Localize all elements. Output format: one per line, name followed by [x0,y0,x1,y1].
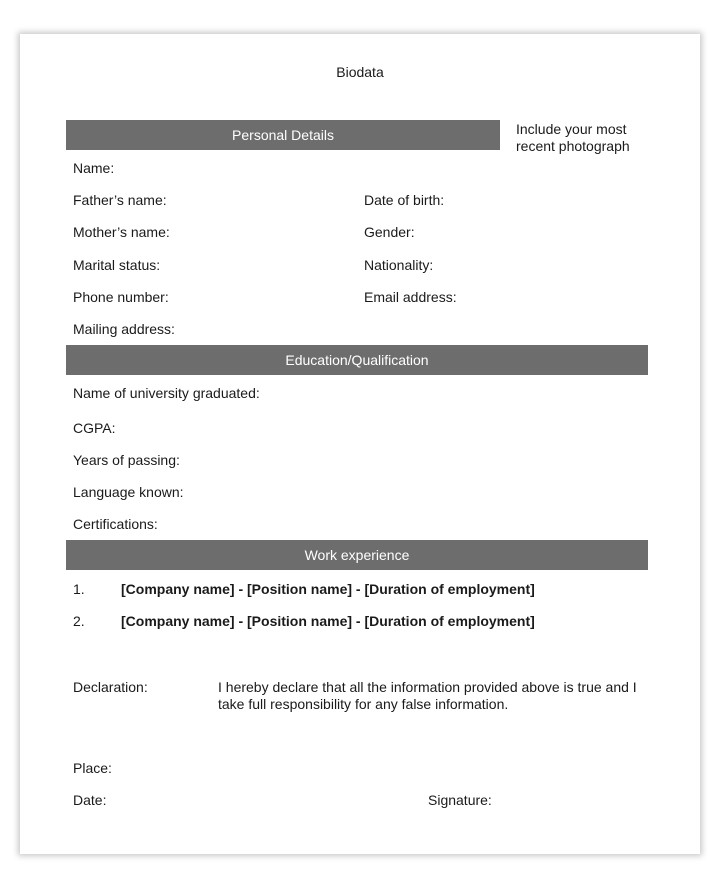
work-item-text: [Company name] - [Position name] - [Duration of employment] [121,581,535,597]
work-item-number: 1. [73,581,85,597]
mailing-address-label: Mailing address: [73,321,175,337]
declaration-label: Declaration: [73,679,148,695]
gender-label: Gender: [364,224,415,240]
marital-status-label: Marital status: [73,257,161,273]
nationality-label: Nationality: [364,257,434,273]
work-experience-header: Work experience [66,540,648,570]
document-page [20,34,700,854]
work-item-number: 2. [73,613,85,629]
name-label: Name: [73,160,115,176]
dob-label: Date of birth: [364,192,445,208]
university-label: Name of university graduated: [73,385,260,401]
phone-label: Phone number: [73,289,169,305]
years-of-passing-label: Years of passing: [73,452,180,468]
signature-label: Signature: [428,792,492,808]
father-name-label: Father’s name: [73,192,167,208]
declaration-text: I hereby declare that all the information provided above is true and I take full responsibility for any false information. [218,679,637,712]
date-label: Date: [73,792,107,808]
place-label: Place: [73,760,112,776]
personal-details-header: Personal Details [66,120,500,150]
certifications-label: Certifications: [73,516,158,532]
work-item-text: [Company name] - [Position name] - [Duration of employment] [121,613,535,629]
mother-name-label: Mother’s name: [73,224,170,240]
photo-note: Include your most recent photograph [516,121,630,154]
email-label: Email address: [364,289,457,305]
language-label: Language known: [73,484,184,500]
education-header: Education/Qualification [66,345,648,375]
document-title: Biodata [336,64,384,80]
cgpa-label: CGPA: [73,420,116,436]
